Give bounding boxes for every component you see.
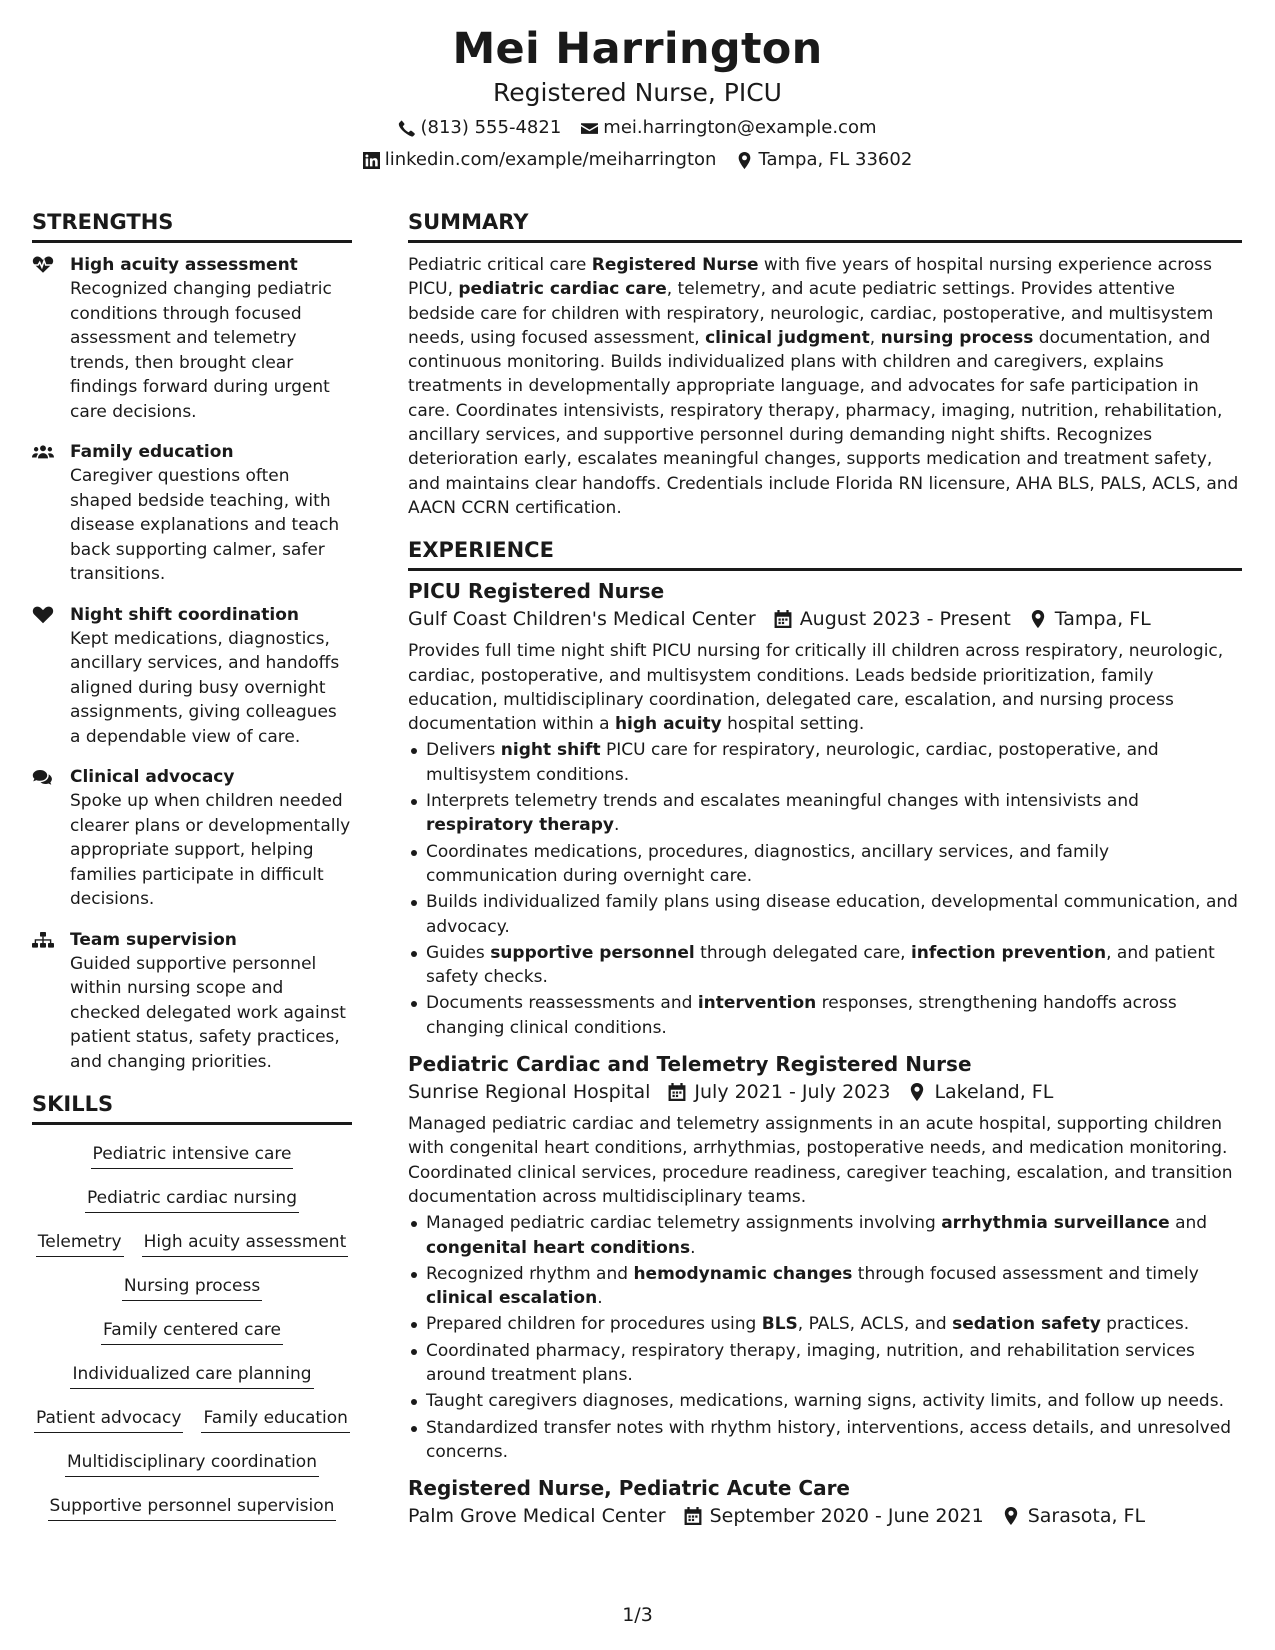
bold-keyword: congenital heart conditions [426, 1237, 691, 1258]
text-run: Provides full time night shift PICU nursing for critically ill children across respiratory, neurologic, cardiac, postoperative, and multisystem conditions. Leads bedside prioritization, family education, multidisciplinary coordination, delegated care, escalation, and nursing process documentation within a [408, 641, 1224, 735]
strength-body [70, 765, 352, 912]
text-run: with five years of hospital nursing experience across PICU, [408, 255, 1212, 300]
employer-text: Gulf Coast Children's Medical Center [408, 608, 756, 631]
text-run: . [690, 1237, 696, 1258]
text-run: Pediatric critical care [408, 255, 592, 275]
skill-row [32, 1449, 352, 1477]
bold-keyword: sedation safety [952, 1314, 1101, 1335]
skill-tag: Family education [201, 1405, 349, 1433]
employer-text: Palm Grove Medical Center [408, 1505, 666, 1528]
linkedin-icon [363, 152, 380, 169]
map-marker-icon [736, 152, 753, 169]
strength-body [70, 603, 352, 750]
strength-body [70, 253, 352, 424]
job-entry [408, 577, 1242, 1040]
skill-tag: High acuity assessment [142, 1229, 349, 1257]
job-bullets [408, 1211, 1242, 1464]
job-employer [408, 1078, 650, 1106]
skills-list [32, 1141, 352, 1521]
strength-item [32, 928, 352, 1075]
text-run: Interprets telemetry trends and escalates meaningful changes with intensivists and [426, 791, 1139, 812]
text-run: practices. [1100, 1314, 1190, 1335]
skill-tag: Nursing process [122, 1273, 262, 1301]
text-run: through focused assessment and timely [852, 1263, 1199, 1284]
bold-keyword: nursing process [880, 327, 1034, 348]
bullet-item [408, 1416, 1242, 1465]
skill-row [32, 1493, 352, 1521]
bold-keyword: arrhythmia surveillance [941, 1213, 1170, 1234]
text-run: Recognized rhythm and [426, 1263, 634, 1284]
skill-tag: Individualized care planning [70, 1361, 313, 1389]
strength-description: Guided supportive personnel within nursing scope and checked delegated work against patient status, safety practices, and changing priorities. [70, 953, 346, 1072]
strength-description: Recognized changing pediatric conditions through focused assessment and telemetry trends, then brought clear findings forward during urgent care decisions. [70, 279, 332, 422]
linkedin-text[interactable]: linkedin.com/example/meiharrington [384, 149, 717, 170]
skill-row [32, 1185, 352, 1213]
strength-description: Spoke up when children needed clearer plans or developmentally appropriate support, helping families participate in difficult decisions. [70, 791, 351, 909]
job-description [408, 1112, 1242, 1209]
text-run: Documents reassessments and [426, 993, 698, 1014]
strength-body [70, 928, 352, 1075]
phone-icon [398, 120, 415, 137]
skill-tag: Patient advocacy [34, 1405, 183, 1433]
bold-keyword: intervention [697, 993, 817, 1014]
job-location [1002, 1502, 1145, 1530]
bullet-item [408, 941, 1242, 990]
text-run: . [613, 815, 620, 836]
text-run: , and patient safety checks. [426, 942, 1215, 988]
job-dates [684, 1502, 984, 1530]
strengths-heading: STRENGTHS [32, 208, 352, 243]
candidate-title: Registered Nurse, PICU [493, 78, 782, 107]
phone-contact [398, 116, 561, 140]
job-location [1029, 605, 1151, 633]
candidate-name: Mei Harrington [452, 24, 823, 74]
envelope-icon [581, 120, 598, 137]
bold-keyword: clinical judgment [705, 327, 870, 348]
text-run: Guides [426, 942, 491, 963]
bullet-item [408, 789, 1242, 838]
bold-keyword: respiratory therapy [426, 815, 614, 836]
bullet-item [408, 991, 1242, 1040]
text-run: Managed pediatric cardiac and telemetry assignments in an acute hospital, supporting children with congenital heart conditions, arrhythmias, postoperative needs, and medication monitoring. Coordinated clinical services, procedure readiness, caregiver teaching, escalation, and transition documentation across multidisciplinary teams. [408, 1114, 1233, 1207]
text-run: . [597, 1288, 603, 1309]
text-run: Coordinates medications, procedures, diagnostics, ancillary services, and family communication during overnight care. [426, 841, 1110, 886]
bold-keyword: infection prevention [910, 942, 1107, 963]
calendar-icon [684, 1507, 702, 1525]
text-run: PICU care for respiratory, neurologic, cardiac, postoperative, and multisystem conditions. [426, 740, 1159, 785]
bullet-item [408, 840, 1242, 889]
strength-item [32, 603, 352, 750]
bold-keyword: pediatric cardiac care [458, 279, 667, 300]
strength-item [32, 253, 352, 424]
bullet-item [408, 890, 1242, 939]
email-text[interactable]: mei.harrington@example.com [603, 117, 877, 138]
text-run: , PALS, ACLS, and [797, 1314, 953, 1335]
text-run: through delegated care, [694, 942, 911, 963]
job-dates [774, 605, 1011, 633]
skill-tag: Family centered care [101, 1317, 283, 1345]
contact-row-2 [0, 148, 1275, 172]
text-run: Taught caregivers diagnoses, medications, warning signs, activity limits, and follow up needs. [426, 1391, 1224, 1412]
job-entry [408, 1474, 1242, 1530]
dates-text: September 2020 - June 2021 [709, 1505, 984, 1528]
jobs-list [408, 577, 1242, 1530]
strength-description: Caregiver questions often shaped bedside teaching, with disease explanations and teach back supporting calmer, safer transitions. [70, 466, 340, 584]
text-run: Prepared children for procedures using [426, 1314, 762, 1335]
strength-title: High acuity assessment [70, 255, 298, 275]
left-column [32, 208, 352, 1537]
skill-tag: Pediatric intensive care [91, 1141, 294, 1169]
job-meta [408, 1502, 1242, 1530]
heart-icon [32, 603, 60, 750]
skill-row [32, 1317, 352, 1345]
job-title: Pediatric Cardiac and Telemetry Registered Nurse [408, 1052, 972, 1077]
text-run: Standardized transfer notes with rhythm history, interventions, access details, and unresolved concerns. [426, 1417, 1231, 1462]
skill-row [32, 1141, 352, 1169]
text-run: , telemetry, and acute pediatric settings. Provides attentive bedside care for children with respiratory, neurologic, cardiac, postoperative, and multisystem needs, using focused assessment, [408, 279, 1214, 348]
text-run: Builds individualized family plans using disease education, developmental communication, and advocacy. [426, 892, 1238, 937]
right-column [408, 208, 1242, 1540]
job-meta [408, 605, 1242, 633]
email-contact[interactable] [581, 116, 876, 140]
location-text: Tampa, FL 33602 [758, 149, 913, 170]
bold-keyword: high acuity [614, 714, 722, 735]
job-title: PICU Registered Nurse [408, 579, 665, 604]
skill-row [32, 1405, 352, 1433]
job-employer [408, 605, 756, 633]
summary-text [408, 253, 1242, 520]
page-number: 1/3 [622, 1604, 653, 1626]
skill-tag: Supportive personnel supervision [48, 1493, 337, 1521]
job-entry [408, 1050, 1242, 1464]
location-text: Lakeland, FL [934, 1081, 1054, 1104]
strength-title: Clinical advocacy [70, 767, 235, 787]
skill-row [32, 1361, 352, 1389]
job-description [408, 639, 1242, 736]
job-employer [408, 1502, 666, 1530]
strength-body [70, 440, 352, 587]
resume-header [0, 22, 1275, 172]
map-marker-icon [1002, 1507, 1020, 1525]
experience-heading: EXPERIENCE [408, 536, 1242, 571]
text-run: , [869, 327, 881, 348]
bold-keyword: supportive personnel [490, 942, 695, 963]
text-run: responses, strengthening handoffs across changing clinical conditions. [426, 993, 1177, 1038]
job-location [908, 1078, 1053, 1106]
skill-row [32, 1273, 352, 1301]
bullet-item [408, 1262, 1242, 1311]
text-run: hospital setting. [721, 714, 865, 735]
phone-text: (813) 555-4821 [420, 117, 562, 138]
text-run: Managed pediatric cardiac telemetry assignments involving [426, 1213, 942, 1234]
bold-keyword: BLS [761, 1314, 798, 1335]
summary-heading: SUMMARY [408, 208, 1242, 243]
strength-title: Night shift coordination [70, 604, 299, 625]
strength-title: Family education [70, 442, 234, 462]
bullet-item [408, 1339, 1242, 1388]
job-dates [668, 1078, 890, 1106]
bullet-item [408, 738, 1242, 787]
bullet-item [408, 1211, 1242, 1260]
heart-pulse-icon [32, 253, 60, 424]
calendar-icon [774, 610, 792, 628]
strengths-list [32, 253, 352, 1074]
linkedin-contact[interactable] [363, 148, 717, 172]
text-run: documentation, and continuous monitoring. Builds individualized plans with children and caregivers, explains treatments in developmentally appropriate language, and advocates for safe participation in care. Coordinates intensivists, respiratory therapy, pharmacy, imaging, nutrition, rehabilitation, ancillary services, and supportive personnel during demanding night shifts. Recognizes deterioration early, escalates meaningful changes, supports medication and treatment safety, and maintains clear handoffs. Credentials include Florida RN licensure, AHA BLS, PALS, ACLS, and AACN CCRN certification. [408, 327, 1239, 518]
comments-icon [32, 765, 60, 912]
job-title: Registered Nurse, Pediatric Acute Care [408, 1476, 850, 1501]
skill-row [32, 1229, 352, 1257]
skill-tag: Telemetry [36, 1229, 124, 1257]
location-text: Tampa, FL [1054, 608, 1151, 631]
bullet-item [408, 1312, 1242, 1336]
bold-keyword: clinical escalation [426, 1288, 598, 1309]
sitemap-icon [32, 928, 60, 1075]
map-marker-icon [1029, 610, 1047, 628]
strength-item [32, 440, 352, 587]
job-meta [408, 1078, 1242, 1106]
calendar-icon [668, 1083, 686, 1101]
location-text: Sarasota, FL [1027, 1505, 1146, 1528]
skill-tag: Multidisciplinary coordination [65, 1449, 319, 1477]
skills-heading: SKILLS [32, 1090, 352, 1125]
job-bullets [408, 738, 1242, 1040]
map-marker-icon [908, 1083, 926, 1101]
text-run: Coordinated pharmacy, respiratory therapy, imaging, nutrition, and rehabilitation services around treatment plans. [426, 1340, 1195, 1385]
strength-title: Team supervision [70, 929, 237, 950]
employer-text: Sunrise Regional Hospital [408, 1081, 651, 1104]
text-run: Delivers [426, 740, 501, 761]
dates-text: July 2021 - July 2023 [694, 1081, 891, 1104]
strength-description: Kept medications, diagnostics, ancillary services, and handoffs aligned during busy overnight assignments, giving colleagues a dependable view of care. [70, 628, 340, 747]
bold-keyword: hemodynamic changes [633, 1263, 853, 1284]
skills-section [32, 1090, 352, 1521]
bullet-item [408, 1389, 1242, 1413]
skill-tag: Pediatric cardiac nursing [85, 1185, 299, 1213]
location-contact [736, 148, 912, 172]
strength-item [32, 765, 352, 912]
text-run: and [1169, 1213, 1208, 1234]
contact-row-1 [0, 116, 1275, 140]
dates-text: August 2023 - Present [799, 608, 1011, 631]
bold-keyword: Registered Nurse [591, 255, 759, 275]
bold-keyword: night shift [500, 740, 601, 761]
users-icon [32, 440, 60, 587]
